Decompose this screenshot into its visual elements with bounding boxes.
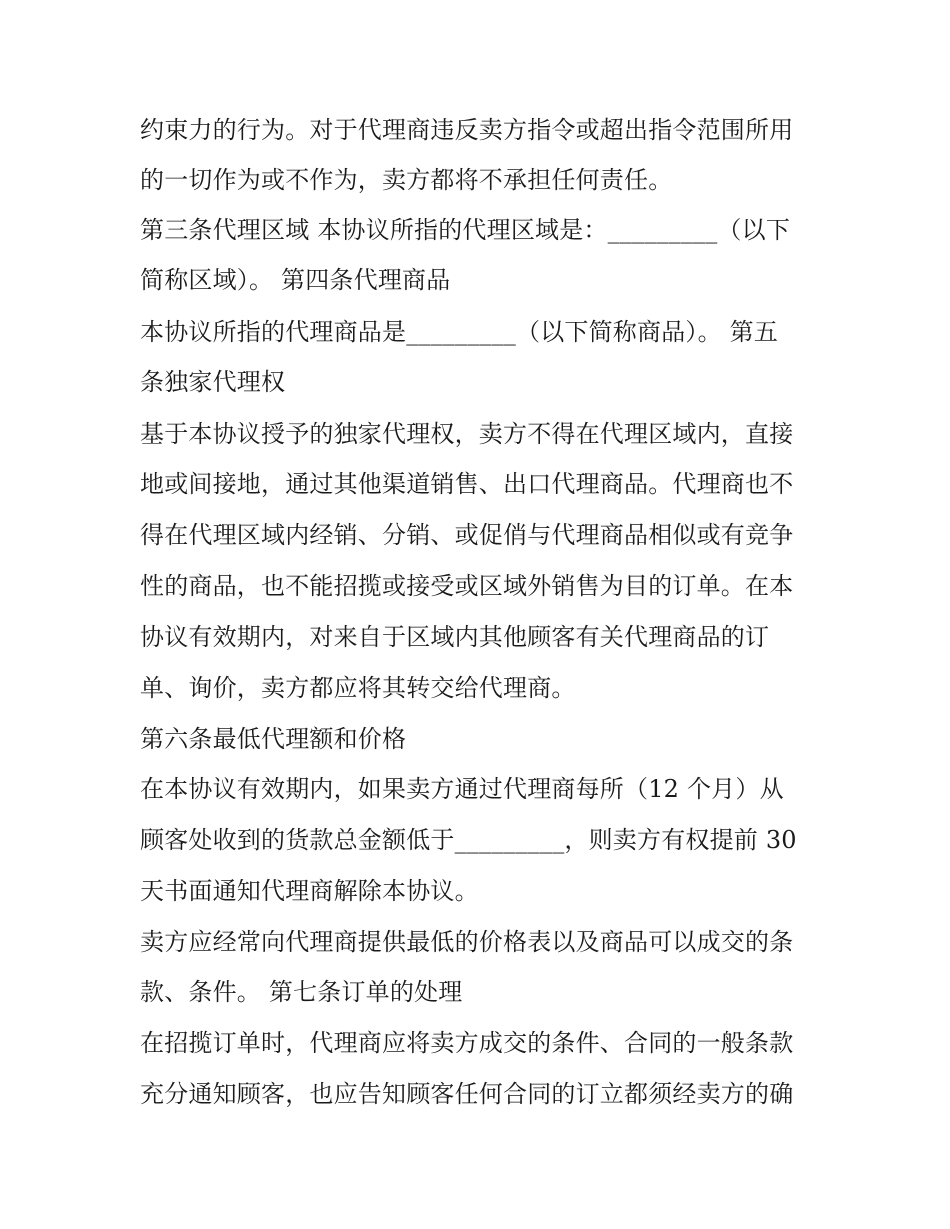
text-line: 第三条代理区域 本协议所指的代理区域是：_________（以下: [140, 216, 791, 244]
text-line: 得在代理区域内经销、分销、或促俏与代理商品相似或有竞争: [140, 521, 794, 549]
text-line: 天书面通知代理商解除本协议。: [140, 877, 479, 905]
text-line: 的一切作为或不作为，卖方都将不承担任何责任。: [140, 166, 673, 194]
text-line: 性的商品，也不能招揽或接受或区域外销售为目的订单。在本: [140, 572, 794, 600]
text-line: 约束力的行为。对于代理商违反卖方指令或超出指令范围所用: [140, 116, 794, 144]
text-line: 充分通知顾客，也应告知顾客任何合同的订立都须经卖方的确: [140, 1080, 794, 1108]
text-line: 简称区域）。 第四条代理商品: [140, 266, 451, 294]
text-line: 卖方应经常向代理商提供最低的价格表以及商品可以成交的条: [140, 928, 794, 956]
text-line: 第六条最低代理额和价格: [140, 725, 407, 753]
text-line: 顾客处收到的货款总金额低于_________，则卖方有权提前 30: [140, 826, 797, 854]
text-line: 在本协议有效期内，如果卖方通过代理商每所（12 个月）从: [140, 775, 784, 803]
text-line: 单、询价，卖方都应将其转交给代理商。: [140, 674, 576, 702]
text-line: 条独家代理权: [140, 368, 286, 396]
text-line: 协议有效期内，对来自于区域内其他顾客有关代理商品的订: [140, 623, 770, 651]
text-line: 基于本协议授予的独家代理权，卖方不得在代理区域内，直接: [140, 420, 794, 448]
text-line: 本协议所指的代理商品是_________（以下简称商品）。 第五: [140, 318, 779, 346]
text-line: 地或间接地，通过其他渠道销售、出口代理商品。代理商也不: [140, 470, 794, 498]
text-line: 款、条件。 第七条订单的处理: [140, 978, 463, 1006]
text-line: 在招揽订单时，代理商应将卖方成交的条件、合同的一般条款: [140, 1029, 794, 1057]
